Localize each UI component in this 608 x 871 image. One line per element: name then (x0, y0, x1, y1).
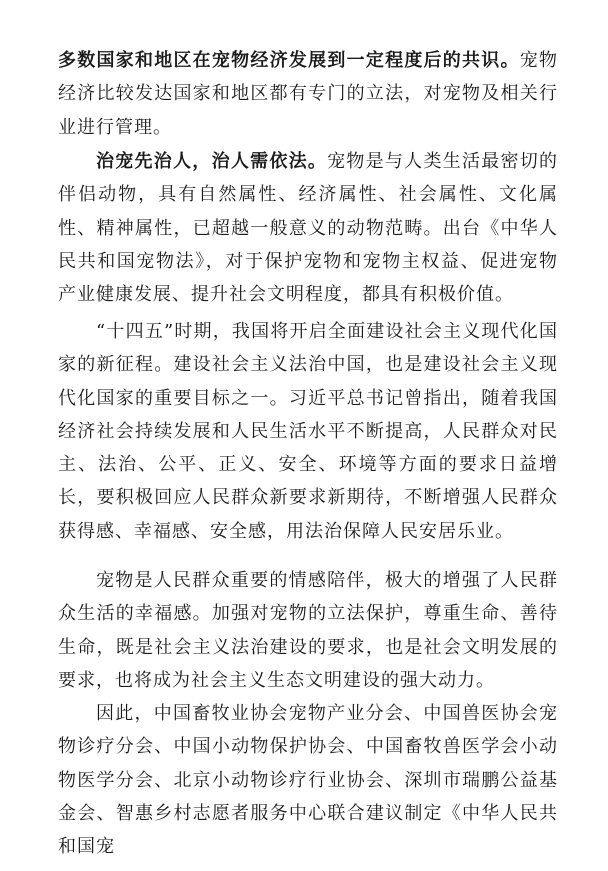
paragraph-emotional-companion (58, 564, 558, 697)
paragraph-joint-proposal (58, 697, 558, 863)
paragraph-fourteenth-five-year (58, 315, 558, 548)
paragraph-consensus-text: 宠物经济比较发达国家和地区都有专门的立法，对宠物及相关行业进行管理。 (58, 50, 559, 138)
paragraph-govern-by-law-bold-lead: 治宠先治人，治人需依法。 (96, 151, 328, 172)
paragraph-consensus (58, 44, 558, 144)
paragraph-govern-by-law (58, 145, 558, 311)
paragraph-joint-proposal-text: 因此，中国畜牧业协会宠物产业分会、中国兽医协会宠物诊疗分会、中国小动物保护协会、中国畜牧兽医学会小动物医学分会、北京小动物诊疗行业协会、深圳市瑞鹏公益基金会、智惠乡村志愿者服务中心联合建议制定《中华人民共和国宠 (58, 703, 558, 858)
paragraph-fourteenth-five-year-text: “十四五”时期，我国将开启全面建设社会主义现代化国家的新征程。建设社会主义法治中国，也是建设社会主义现代化国家的重要目标之一。习近平总书记曾指出，随着我国经济社会持续发展和人民生活水平不断提高，人民群众对民主、法治、公平、正义、安全、环境等方面的要求日益增长，要积极回应人民群众新要求新期待，不断增强人民群众获得感、幸福感、安全感，用法治保障人民安居乐业。 (58, 321, 558, 542)
paragraph-consensus-bold-lead: 多数国家和地区在宠物经济发展到一定程度后的共识。 (58, 50, 520, 71)
paragraph-govern-by-law-text: 宠物是与人类生活最密切的伴侣动物，具有自然属性、经济属性、社会属性、文化属性、精神属性，已超越一般意义的动物范畴。出台《中华人民共和国宠物法》，对于保护宠物和宠物主权益、促进宠物产业健康发展、提升社会文明程度，都具有积极价值。 (58, 151, 559, 306)
paragraph-emotional-companion-text: 宠物是人民群众重要的情感陪伴，极大的增强了人民群众生活的幸福感。加强对宠物的立法保护，尊重生命、善待生命，既是社会主义法治建设的要求，也是社会文明发展的要求，也将成为社会主义生态文明建设的强大动力。 (58, 570, 558, 691)
